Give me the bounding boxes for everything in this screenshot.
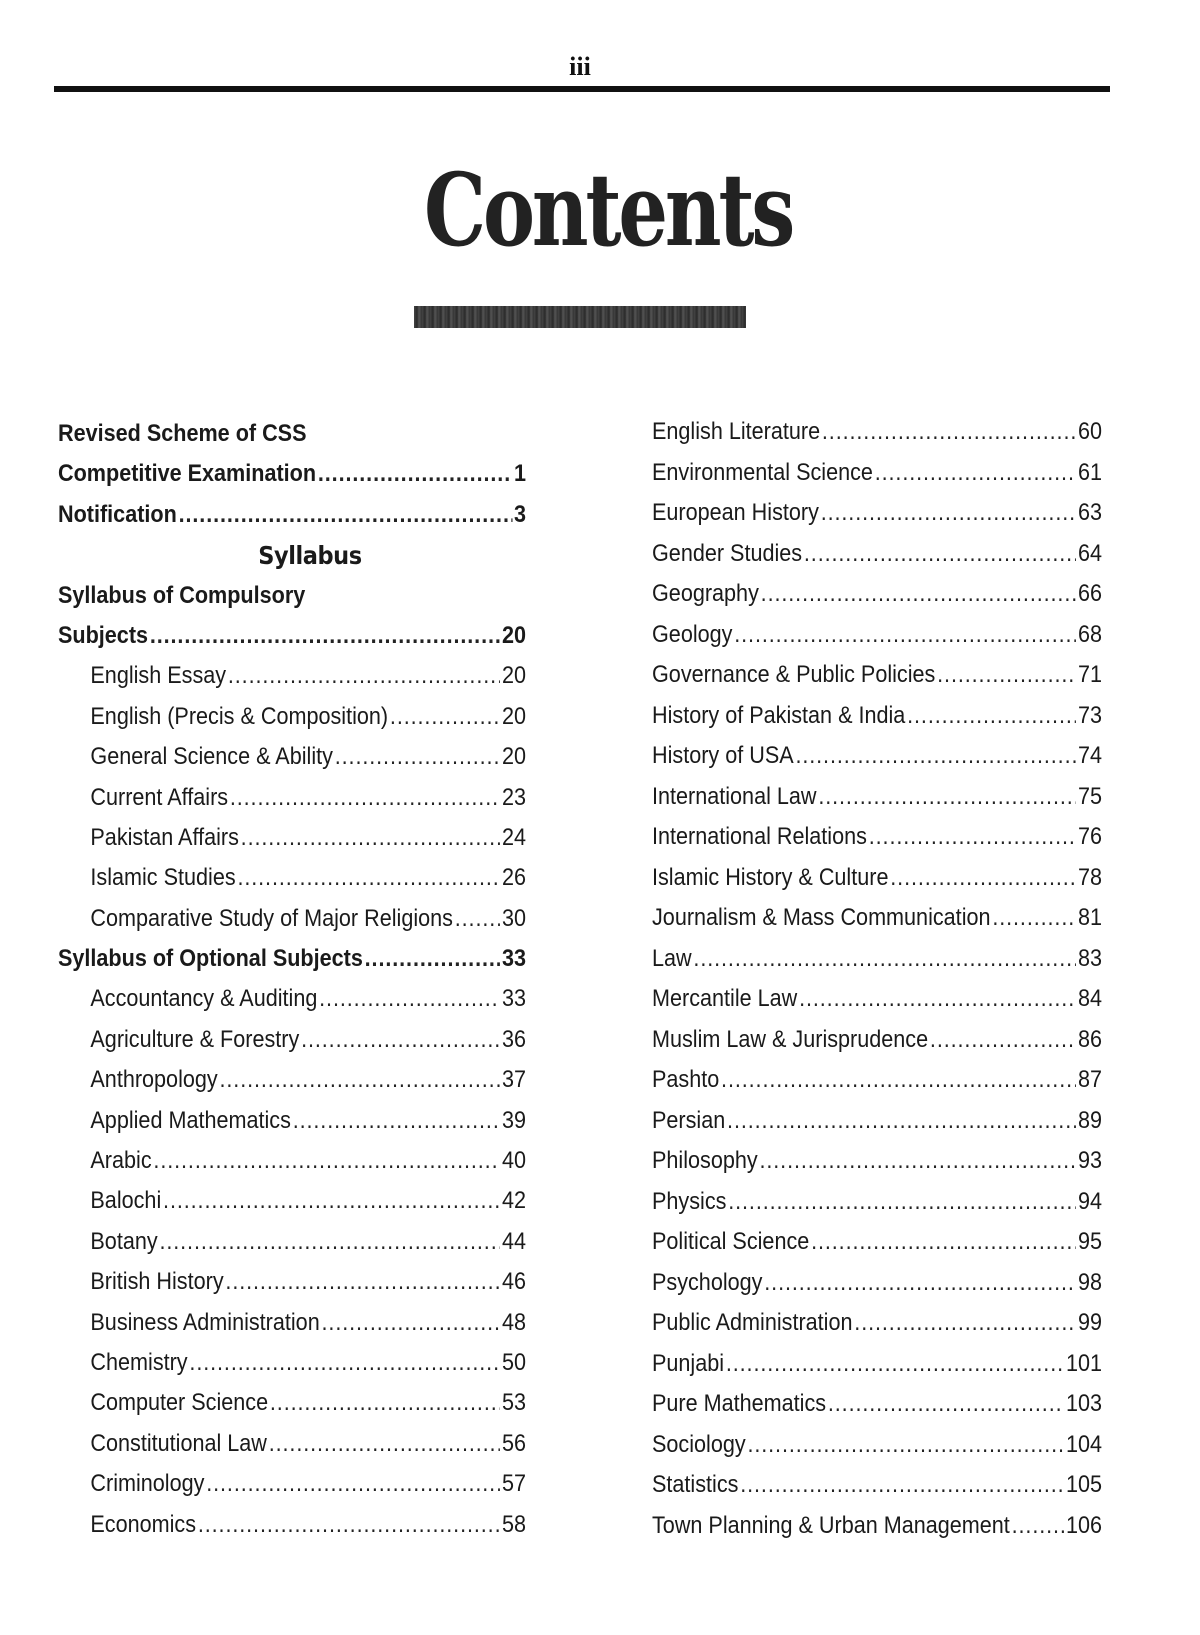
toc-entry-label: Business Administration [90, 1308, 320, 1336]
toc-entry [58, 1511, 526, 1551]
dot-leader [163, 1187, 500, 1215]
toc-entry-page: 86 [1077, 1025, 1102, 1053]
toc-entry-page: 93 [1077, 1147, 1102, 1174]
toc-entry [58, 743, 526, 783]
toc-entry-label: Geology [652, 620, 733, 648]
toc-entry [652, 580, 1102, 621]
toc-entry-page: 1 [513, 460, 526, 488]
toc-entry-label: Muslim Law & Jurisprudence [652, 1025, 929, 1053]
toc-entry-label: Psychology [652, 1268, 763, 1296]
toc-entry-label: Mercantile Law [652, 985, 798, 1012]
dot-leader [179, 501, 513, 529]
toc-entry [652, 823, 1102, 864]
dot-leader [159, 1228, 500, 1256]
toc-entry [652, 499, 1102, 540]
toc-entry-label: Governance & Public Policies [652, 661, 936, 688]
toc-entry [58, 703, 526, 743]
toc-entry-label: Comparative Study of Major Religions [90, 904, 453, 932]
toc-entry [652, 945, 1102, 986]
dot-leader [153, 1147, 500, 1175]
toc-entry-label: History of USA [652, 742, 794, 769]
toc-entry [58, 1187, 526, 1227]
toc-entry [58, 1026, 526, 1066]
toc-entry [58, 1107, 526, 1147]
toc-entry-label: International Law [652, 782, 817, 810]
toc-entry-page: 105 [1065, 1471, 1102, 1498]
dot-leader [230, 784, 500, 812]
toc-entry [58, 1430, 526, 1470]
toc-entry-label: English Literature [652, 418, 821, 445]
toc-entry-label: Anthropology [90, 1066, 218, 1094]
toc-entry-page: 33 [501, 945, 526, 973]
dot-leader [301, 1026, 500, 1054]
toc-entry [652, 783, 1102, 824]
toc-entry-page: 20 [501, 743, 526, 771]
dot-leader [728, 1188, 1076, 1216]
toc-entry-page: 106 [1065, 1511, 1102, 1539]
toc-entry [58, 864, 526, 904]
header-rule [54, 86, 1110, 92]
toc-entry [652, 1026, 1102, 1067]
toc-entry-label: International Relations [652, 823, 867, 850]
dot-leader [727, 1107, 1076, 1135]
toc-entry [58, 824, 526, 864]
toc-entry [652, 1431, 1102, 1472]
toc-entry-page: 40 [501, 1147, 526, 1175]
dot-leader [799, 985, 1076, 1013]
toc-entry-label: Law [652, 944, 692, 972]
toc-entry-page: 95 [1077, 1228, 1102, 1255]
toc-entry [652, 864, 1102, 905]
toc-entry [652, 742, 1102, 783]
dot-leader [237, 864, 500, 892]
toc-entry-page: 26 [501, 864, 526, 892]
toc-entry [58, 1349, 526, 1389]
dot-leader [734, 621, 1076, 649]
toc-entry-page: 68 [1077, 620, 1102, 648]
toc-entry-label: Balochi [90, 1187, 162, 1215]
dot-leader [761, 580, 1076, 608]
toc-entry-label: European History [652, 499, 819, 526]
dot-leader [241, 824, 500, 852]
toc-entry-label: Statistics [652, 1471, 739, 1498]
dot-leader [726, 1350, 1064, 1378]
dot-leader [322, 1309, 501, 1337]
toc-entry-page: 76 [1077, 823, 1102, 850]
toc-entry-page: 42 [501, 1187, 526, 1215]
toc-entry-page: 36 [501, 1025, 526, 1053]
toc-entry [58, 945, 526, 985]
toc-entry-label: Arabic [90, 1147, 152, 1175]
toc-entry-page: 46 [501, 1268, 526, 1296]
toc-entry [58, 622, 526, 662]
toc-entry-page: 103 [1065, 1390, 1102, 1417]
dot-leader [818, 783, 1076, 811]
dot-leader [219, 1066, 500, 1094]
toc-entry-label: Economics [90, 1510, 197, 1538]
toc-entry-label: Syllabus of Compulsory [58, 581, 306, 609]
toc-entry-label: History of Pakistan & India [652, 701, 906, 729]
toc-entry-page: 87 [1077, 1066, 1102, 1093]
toc-entry [652, 1309, 1102, 1350]
toc-entry-page: 78 [1077, 863, 1102, 891]
dot-leader [1012, 1512, 1065, 1540]
toc-entry [58, 985, 526, 1025]
toc-entry [58, 1309, 526, 1349]
dot-leader [293, 1107, 500, 1135]
toc-entry-page: 58 [501, 1510, 526, 1538]
toc-entry-page: 50 [501, 1348, 526, 1376]
toc-entry-page: 56 [501, 1429, 526, 1457]
toc-entry-page: 89 [1077, 1106, 1102, 1134]
toc-entry-page: 71 [1077, 661, 1102, 688]
toc-entry-page: 60 [1077, 418, 1102, 445]
toc-entry [652, 661, 1102, 702]
toc-entry [652, 702, 1102, 743]
toc-left-column [58, 420, 526, 1551]
toc-entry [58, 784, 526, 824]
toc-entry-label: British History [90, 1268, 224, 1296]
dot-leader [804, 540, 1076, 568]
dot-leader [854, 1309, 1076, 1337]
toc-entry-page: 94 [1077, 1187, 1102, 1215]
dot-leader [365, 945, 501, 973]
toc-entry-label: Persian [652, 1106, 726, 1134]
toc-entry-page: 53 [501, 1389, 526, 1417]
toc-entry [58, 582, 526, 622]
toc-entry-label: General Science & Ability [90, 743, 333, 771]
toc-entry-label: Town Planning & Urban Management [652, 1511, 1010, 1539]
toc-entry [58, 1470, 526, 1510]
toc-entry-page: 33 [501, 985, 526, 1013]
dot-leader [822, 418, 1076, 446]
toc-entry [652, 1269, 1102, 1310]
dot-leader [455, 905, 500, 933]
toc-right-column [652, 418, 1102, 1552]
dot-leader [270, 1389, 500, 1417]
toc-entry-page: 63 [1077, 499, 1102, 526]
toc-entry-page: 73 [1077, 701, 1102, 729]
toc-entry-label: Agriculture & Forestry [90, 1025, 300, 1053]
dot-leader [228, 662, 500, 690]
toc-entry-page: 20 [501, 662, 526, 690]
toc-entry-label: Sociology [652, 1430, 746, 1458]
section-heading: Syllabus [258, 541, 362, 571]
toc-entry-page: 39 [501, 1106, 526, 1134]
dot-leader [318, 460, 512, 488]
toc-entry-page: 24 [501, 823, 526, 851]
dot-leader [747, 1431, 1064, 1459]
toc-entry-page: 30 [501, 904, 526, 932]
toc-entry-label: Accountancy & Auditing [90, 985, 318, 1013]
dot-leader [759, 1147, 1076, 1175]
dot-leader [225, 1268, 500, 1296]
toc-entry-page: 75 [1077, 782, 1102, 810]
dot-leader [992, 904, 1076, 932]
toc-entry-page: 23 [501, 783, 526, 811]
dot-leader [269, 1430, 500, 1458]
toc-entry-label: Journalism & Mass Communication [652, 904, 991, 931]
toc-entry-label: Applied Mathematics [90, 1106, 291, 1134]
toc-entry [652, 1066, 1102, 1107]
toc-entry [652, 1512, 1102, 1553]
toc-entry [652, 904, 1102, 945]
toc-entry-label: Revised Scheme of CSS [58, 420, 307, 447]
dot-leader [206, 1470, 500, 1498]
dot-leader [930, 1026, 1076, 1054]
toc-entry [652, 1107, 1102, 1148]
toc-entry-label: Pashto [652, 1066, 720, 1093]
toc-entry-label: Philosophy [652, 1147, 758, 1174]
dot-leader [721, 1066, 1076, 1094]
toc-entry-label: Islamic History & Culture [652, 863, 889, 891]
toc-entry-page: 104 [1065, 1430, 1102, 1458]
toc-entry-label: Syllabus of Optional Subjects [58, 945, 363, 973]
toc-entry [58, 460, 526, 500]
toc-entry-page: 83 [1077, 944, 1102, 972]
toc-entry-label: Public Administration [652, 1309, 853, 1336]
toc-entry-page: 98 [1077, 1268, 1102, 1296]
dot-leader [821, 499, 1076, 527]
dot-leader [937, 661, 1076, 689]
toc-entry [652, 1147, 1102, 1188]
toc-entry [652, 985, 1102, 1026]
toc-entry-page: 84 [1077, 985, 1102, 1012]
dot-leader [764, 1269, 1076, 1297]
title-underline-bar [414, 306, 746, 328]
toc-entry-label: Computer Science [90, 1389, 269, 1417]
toc-entry [652, 418, 1102, 459]
toc-entry-label: Subjects [58, 621, 149, 649]
dot-leader [198, 1511, 500, 1539]
toc-entry-page: 64 [1077, 539, 1102, 567]
page-number: iii [569, 52, 591, 81]
dot-leader [828, 1390, 1064, 1418]
toc-entry [58, 1268, 526, 1308]
toc-entry-label: Physics [652, 1187, 727, 1215]
toc-entry-page: 66 [1077, 580, 1102, 607]
toc-entry-label: English (Precis & Composition) [90, 702, 389, 730]
dot-leader [740, 1471, 1064, 1499]
toc-entry-page: 81 [1077, 904, 1102, 931]
dot-leader [189, 1349, 500, 1377]
toc-entry-label: Political Science [652, 1228, 810, 1255]
toc-entry-page: 3 [513, 500, 526, 528]
toc-entry [58, 1147, 526, 1187]
toc-entry-label: Punjabi [652, 1349, 725, 1377]
toc-entry [58, 1389, 526, 1429]
toc-entry-label: Pure Mathematics [652, 1390, 827, 1417]
toc-entry-label: Criminology [90, 1470, 205, 1498]
toc-entry [652, 540, 1102, 581]
toc-entry [58, 662, 526, 702]
toc-entry [58, 1228, 526, 1268]
toc-entry [652, 621, 1102, 662]
dot-leader [390, 703, 500, 731]
toc-entry-label: Notification [58, 500, 177, 528]
toc-entry-page: 48 [501, 1308, 526, 1336]
toc-entry-label: Geography [652, 580, 759, 607]
page-title: Contents [424, 151, 793, 269]
toc-entry-page: 74 [1077, 742, 1102, 769]
toc-entry [652, 1188, 1102, 1229]
toc-entry [652, 1350, 1102, 1391]
toc-entry-page: 57 [501, 1470, 526, 1498]
toc-entry-label: Islamic Studies [90, 864, 236, 892]
dot-leader [795, 742, 1076, 770]
dot-leader [150, 622, 500, 650]
toc-entry [652, 1390, 1102, 1431]
dot-leader [890, 864, 1076, 892]
dot-leader [811, 1228, 1076, 1256]
toc-entry-label: Competitive Examination [58, 460, 317, 488]
dot-leader [319, 985, 500, 1013]
toc-entry-page: 37 [501, 1066, 526, 1094]
dot-leader [335, 743, 500, 771]
toc-entry-page: 101 [1065, 1349, 1102, 1377]
toc-entry-label: Current Affairs [90, 783, 229, 811]
toc-entry [652, 1471, 1102, 1512]
toc-entry-page: 20 [501, 702, 526, 730]
toc-entry-label: Botany [90, 1227, 158, 1255]
toc-entry [652, 459, 1102, 500]
toc-entry-label: Environmental Science [652, 458, 873, 486]
toc-entry [652, 1228, 1102, 1269]
toc-entry-label: Gender Studies [652, 539, 803, 567]
toc-entry-label: Pakistan Affairs [90, 823, 239, 851]
toc-entry [58, 420, 526, 460]
toc-entry-page: 44 [501, 1227, 526, 1255]
toc-entry-page: 20 [501, 621, 526, 649]
dot-leader [875, 459, 1076, 487]
toc-entry [58, 905, 526, 945]
dot-leader [693, 945, 1076, 973]
toc-entry [58, 1066, 526, 1106]
dot-leader [907, 702, 1076, 730]
toc-entry-label: Chemistry [90, 1348, 188, 1376]
toc-entry-label: Constitutional Law [90, 1429, 267, 1457]
toc-entry [58, 501, 526, 541]
dot-leader [869, 823, 1076, 851]
toc-entry-page: 61 [1077, 458, 1102, 486]
toc-entry-page: 99 [1077, 1309, 1102, 1336]
toc-entry-label: English Essay [90, 662, 227, 690]
